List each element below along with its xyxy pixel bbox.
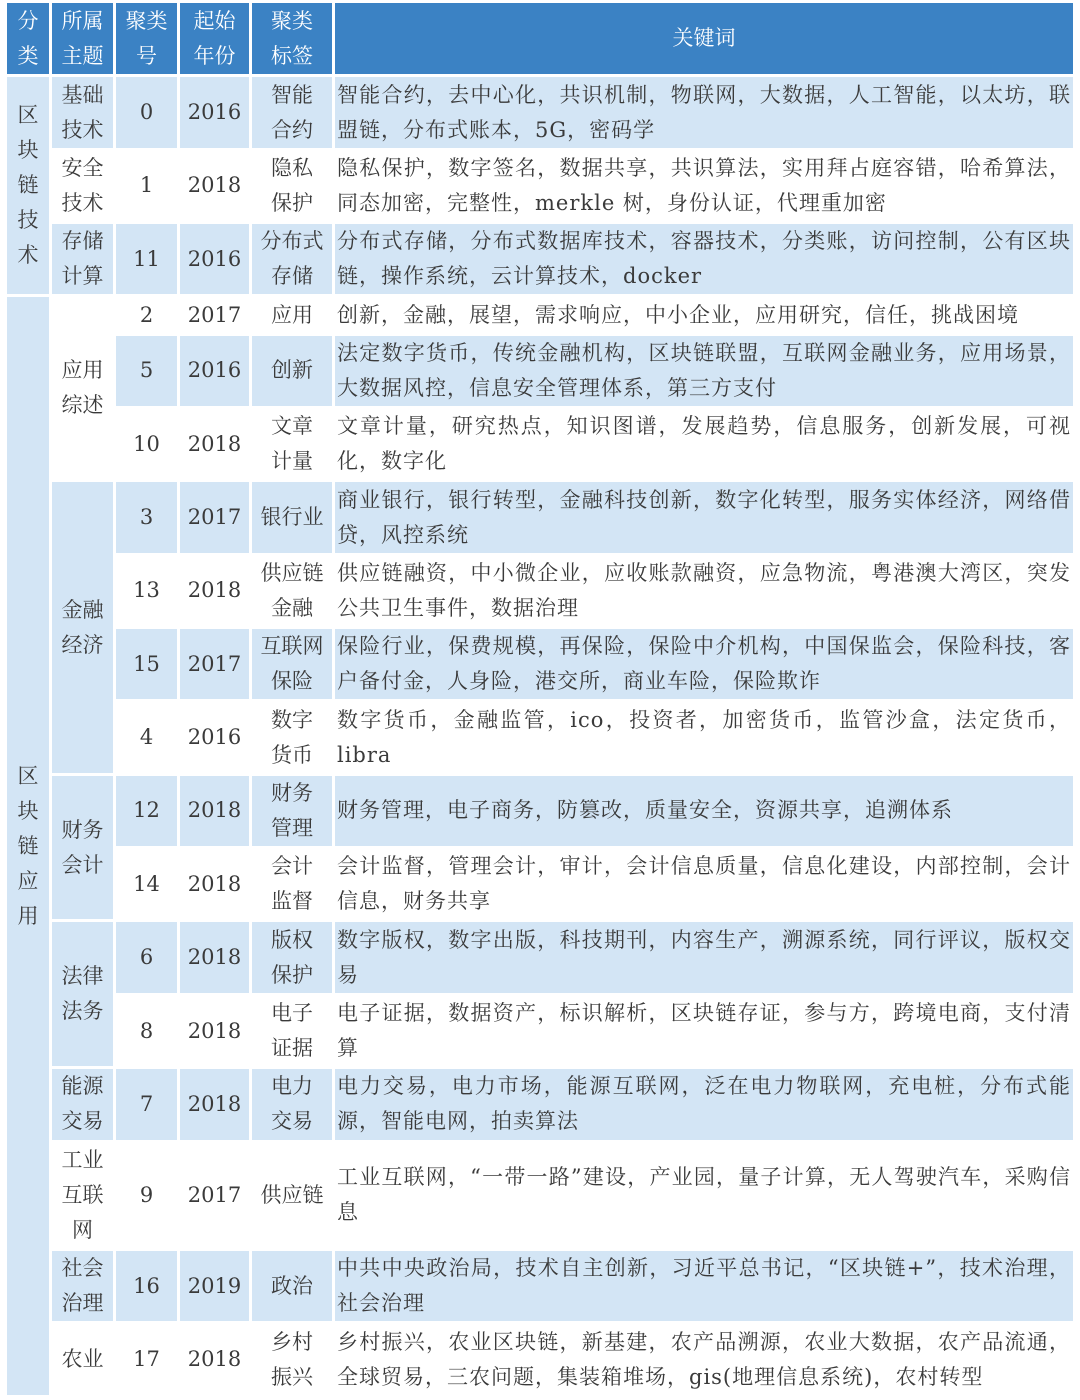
- table-row: [7, 629, 1073, 699]
- cluster-label-cell: 供应链: [252, 1143, 332, 1249]
- start-year-cell: 2016: [180, 77, 249, 147]
- table-row: [7, 996, 1073, 1066]
- start-year-cell: 2017: [180, 1143, 249, 1249]
- keywords-cell: 文章计量，研究热点，知识图谱，发展趋势，信息服务，创新发展，可视化，数字化: [335, 409, 1073, 479]
- cluster-no-cell: 1: [116, 151, 177, 221]
- cluster-label-cell: 隐私保护: [252, 151, 332, 221]
- topic-cell: 社会治理: [52, 1251, 113, 1321]
- start-year-cell: 2016: [180, 224, 249, 294]
- cluster-no-cell: 16: [116, 1251, 177, 1321]
- cluster-no-cell: 3: [116, 482, 177, 552]
- cluster-no-cell: 11: [116, 224, 177, 294]
- cluster-no-cell: 0: [116, 77, 177, 147]
- start-year-cell: 2017: [180, 482, 249, 552]
- start-year-cell: 2016: [180, 702, 249, 772]
- header-category: 分类: [7, 3, 49, 74]
- header-row: [7, 3, 1073, 74]
- keywords-cell: 法定数字货币，传统金融机构，区块链联盟，互联网金融业务，应用场景，大数据风控，信息安全管理体系，第三方支付: [335, 336, 1073, 406]
- category-cell: 区块链应用: [7, 297, 49, 1395]
- table-row: [7, 922, 1073, 992]
- cluster-label-cell: 数字货币: [252, 702, 332, 772]
- cluster-label-cell: 乡村振兴: [252, 1324, 332, 1395]
- cluster-label-cell: 会计监督: [252, 849, 332, 919]
- keywords-cell: 分布式存储，分布式数据库技术，容器技术，分类账，访问控制，公有区块链，操作系统，云计算技术，docker: [335, 224, 1073, 294]
- keywords-cell: 智能合约，去中心化，共识机制，物联网，大数据，人工智能，以太坊，联盟链，分布式账本，5G，密码学: [335, 77, 1073, 147]
- start-year-cell: 2017: [180, 297, 249, 332]
- header-topic: 所属主题: [52, 3, 113, 74]
- header-start-year: 起始年份: [180, 3, 249, 74]
- table-row: [7, 409, 1073, 479]
- table-row: [7, 297, 1073, 332]
- table-row: [7, 1143, 1073, 1249]
- keywords-cell: 会计监督，管理会计，审计，会计信息质量，信息化建设，内部控制，会计信息，财务共享: [335, 849, 1073, 919]
- start-year-cell: 2018: [180, 1324, 249, 1395]
- keywords-cell: 供应链融资，中小微企业，应收账款融资，应急物流，粤港澳大湾区，突发公共卫生事件，数据治理: [335, 556, 1073, 626]
- cluster-no-cell: 4: [116, 702, 177, 772]
- category-cell: 区块链技术: [7, 77, 49, 294]
- cluster-no-cell: 12: [116, 776, 177, 846]
- start-year-cell: 2018: [180, 409, 249, 479]
- cluster-label-cell: 银行业: [252, 482, 332, 552]
- keywords-cell: 中共中央政治局，技术自主创新，习近平总书记，“区块链+”，技术治理，社会治理: [335, 1251, 1073, 1321]
- cluster-label-cell: 政治: [252, 1251, 332, 1321]
- cluster-no-cell: 6: [116, 922, 177, 992]
- topic-cell: 法律法务: [52, 922, 113, 1066]
- keywords-cell: 财务管理，电子商务，防篡改，质量安全，资源共享，追溯体系: [335, 776, 1073, 846]
- table-row: [7, 556, 1073, 626]
- start-year-cell: 2016: [180, 336, 249, 406]
- table-row: [7, 224, 1073, 294]
- table-row: [7, 151, 1073, 221]
- start-year-cell: 2018: [180, 849, 249, 919]
- cluster-no-cell: 13: [116, 556, 177, 626]
- table-row: [7, 1324, 1073, 1395]
- header-cluster-label: 聚类标签: [252, 3, 332, 74]
- cluster-label-cell: 版权保护: [252, 922, 332, 992]
- start-year-cell: 2018: [180, 151, 249, 221]
- topic-cell: 安全技术: [52, 151, 113, 221]
- table-row: [7, 1251, 1073, 1321]
- topic-cell: 能源交易: [52, 1069, 113, 1139]
- topic-cell: 基础技术: [52, 77, 113, 147]
- keywords-cell: 创新，金融，展望，需求响应，中小企业，应用研究，信任，挑战困境: [335, 297, 1073, 332]
- keywords-cell: 隐私保护，数字签名，数据共享，共识算法，实用拜占庭容错，哈希算法，同态加密，完整性，merkle 树，身份认证，代理重加密: [335, 151, 1073, 221]
- cluster-no-cell: 2: [116, 297, 177, 332]
- keywords-cell: 乡村振兴，农业区块链，新基建，农产品溯源，农业大数据，农产品流通，全球贸易，三农问题，集装箱堆场，gis(地理信息系统)，农村转型: [335, 1324, 1073, 1395]
- table-row: [7, 482, 1073, 552]
- keywords-cell: 商业银行，银行转型，金融科技创新，数字化转型，服务实体经济，网络借贷，风控系统: [335, 482, 1073, 552]
- start-year-cell: 2019: [180, 1251, 249, 1321]
- cluster-no-cell: 14: [116, 849, 177, 919]
- table-row: [7, 336, 1073, 406]
- keywords-cell: 保险行业，保费规模，再保险，保险中介机构，中国保监会，保险科技，客户备付金，人身险，港交所，商业车险，保险欺诈: [335, 629, 1073, 699]
- cluster-label-cell: 供应链金融: [252, 556, 332, 626]
- keywords-cell: 电力交易，电力市场，能源互联网，泛在电力物联网，充电桩，分布式能源，智能电网，拍卖算法: [335, 1069, 1073, 1139]
- start-year-cell: 2018: [180, 996, 249, 1066]
- cluster-label-cell: 财务管理: [252, 776, 332, 846]
- cluster-label-cell: 文章计量: [252, 409, 332, 479]
- topic-cell: 应用综述: [52, 297, 113, 479]
- table-row: [7, 776, 1073, 846]
- cluster-label-cell: 创新: [252, 336, 332, 406]
- start-year-cell: 2018: [180, 922, 249, 992]
- cluster-label-cell: 智能合约: [252, 77, 332, 147]
- topic-cell: 工业互联网: [52, 1143, 113, 1249]
- cluster-no-cell: 5: [116, 336, 177, 406]
- cluster-no-cell: 9: [116, 1143, 177, 1249]
- start-year-cell: 2018: [180, 1069, 249, 1139]
- topic-cell: 财务会计: [52, 776, 113, 920]
- cluster-no-cell: 7: [116, 1069, 177, 1139]
- start-year-cell: 2017: [180, 629, 249, 699]
- header-keywords: 关键词: [335, 3, 1073, 74]
- topic-cell: 金融经济: [52, 482, 113, 772]
- topic-cell: 农业: [52, 1324, 113, 1395]
- table-row: [7, 849, 1073, 919]
- table-row: [7, 77, 1073, 147]
- keywords-cell: 数字版权，数字出版，科技期刊，内容生产，溯源系统，同行评议，版权交易: [335, 922, 1073, 992]
- table-row: [7, 702, 1073, 772]
- cluster-label-cell: 电子证据: [252, 996, 332, 1066]
- topic-cell: 存储计算: [52, 224, 113, 294]
- cluster-no-cell: 8: [116, 996, 177, 1066]
- cluster-label-cell: 电力交易: [252, 1069, 332, 1139]
- cluster-no-cell: 15: [116, 629, 177, 699]
- keywords-cell: 数字货币，金融监管，ico，投资者，加密货币，监管沙盒，法定货币，libra: [335, 702, 1073, 772]
- cluster-table: [4, 0, 1076, 1398]
- keywords-cell: 工业互联网，“一带一路”建设，产业园，量子计算，无人驾驶汽车，采购信息: [335, 1143, 1073, 1249]
- keywords-cell: 电子证据，数据资产，标识解析，区块链存证，参与方，跨境电商，支付清算: [335, 996, 1073, 1066]
- header-cluster-no: 聚类号: [116, 3, 177, 74]
- cluster-label-cell: 互联网保险: [252, 629, 332, 699]
- cluster-label-cell: 分布式存储: [252, 224, 332, 294]
- table-row: [7, 1069, 1073, 1139]
- cluster-no-cell: 17: [116, 1324, 177, 1395]
- start-year-cell: 2018: [180, 776, 249, 846]
- cluster-no-cell: 10: [116, 409, 177, 479]
- cluster-label-cell: 应用: [252, 297, 332, 332]
- start-year-cell: 2018: [180, 556, 249, 626]
